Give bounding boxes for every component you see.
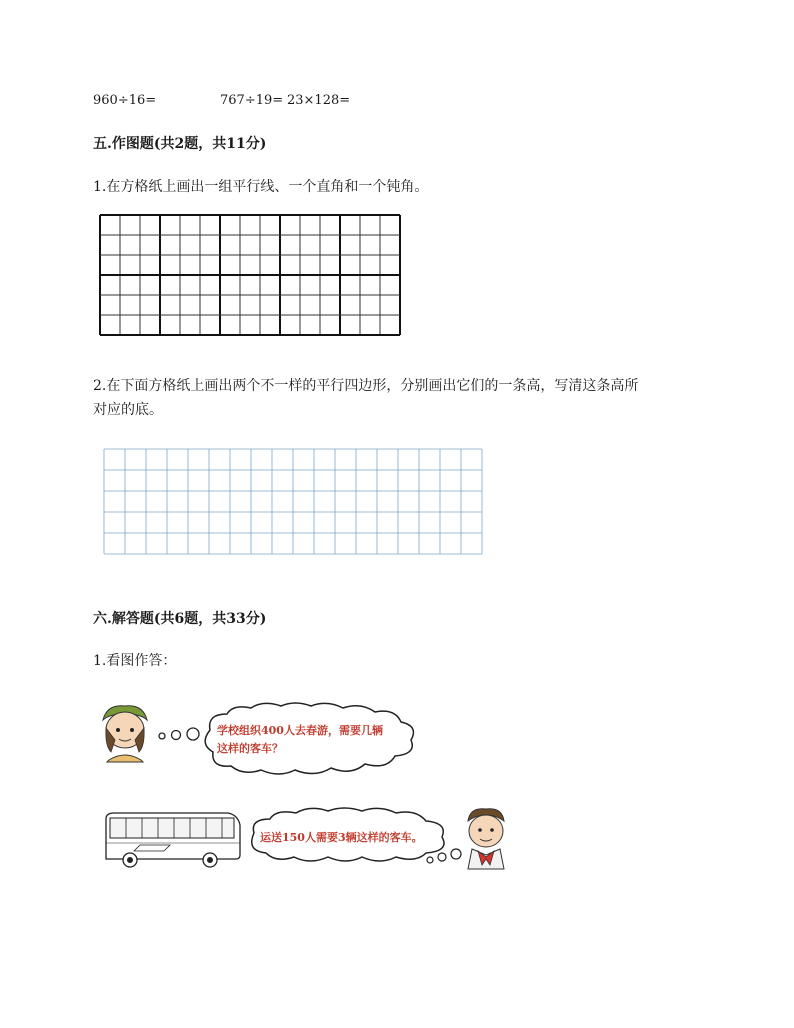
section5-heading: 五.作图题(共2题，共11分) xyxy=(93,136,267,152)
section5-question-2-line1: 2.在下面方格纸上画出两个不一样的平行四边形，分别画出它们的一条高，写清这条高所 xyxy=(93,378,639,394)
bubble1-text-line1: 学校组织400人去春游，需要几辆 xyxy=(217,724,383,737)
bubble2-text: 运送150人需要3辆这样的客车。 xyxy=(260,831,423,844)
calc-item-3: 23×128= xyxy=(287,93,351,108)
bus-icon xyxy=(106,813,240,867)
illustration-girl-thought xyxy=(95,700,435,780)
bubble1-text-line2: 这样的客车？ xyxy=(217,742,283,755)
calc-item-1: 960÷16= xyxy=(93,93,157,108)
calc-item-2: 767÷19= xyxy=(220,93,284,108)
grid-paper-1 xyxy=(98,213,404,337)
section6-question-1: 1.看图作答： xyxy=(93,653,177,669)
section5-question-2-line2: 对应的底。 xyxy=(93,402,163,418)
section5-question-1: 1.在方格纸上画出一组平行线、一个直角和一个钝角。 xyxy=(93,179,429,195)
boy-icon xyxy=(468,809,504,869)
section6-heading: 六.解答题(共6题，共33分) xyxy=(93,611,267,627)
girl-icon xyxy=(103,706,147,762)
illustration-bus-boy xyxy=(100,805,510,880)
grid-paper-2 xyxy=(103,448,483,556)
